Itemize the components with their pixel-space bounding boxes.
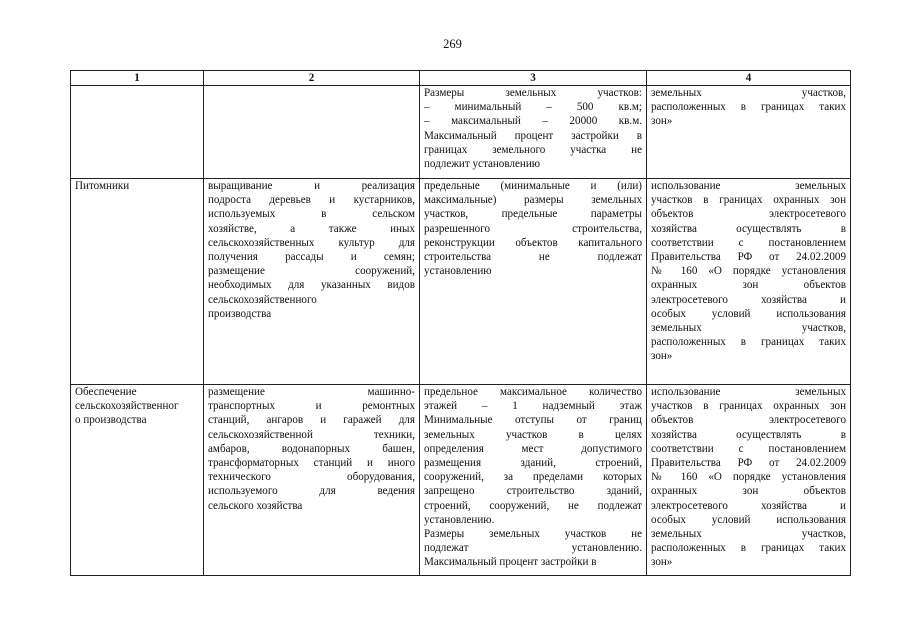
cell-text-line: Максимальный процент застройки в bbox=[424, 556, 597, 569]
cell-text-line: получения рассады и семян; bbox=[208, 251, 415, 264]
cell-text-line: охранных зон объектов bbox=[651, 485, 846, 498]
cell-text-line: охранных зон объектов bbox=[651, 279, 846, 292]
cell-text-line: Размеры земельных участков: bbox=[424, 87, 642, 99]
cell-text-line: разрешенного строительства, bbox=[424, 222, 642, 235]
cell-text-line: зон» bbox=[651, 115, 673, 128]
cell-text-line: размещение сооружений, bbox=[208, 265, 415, 278]
table-header-row bbox=[71, 71, 851, 86]
cell-text-line: транспортных и ремонтных bbox=[208, 400, 415, 413]
cell-description bbox=[204, 179, 420, 385]
cell-text-line: подлежит установлению bbox=[424, 158, 541, 171]
table-row bbox=[71, 385, 851, 576]
cell-text-line: Максимальный процент застройки в bbox=[424, 129, 642, 142]
cell-restrictions bbox=[647, 179, 851, 385]
cell-text-line: сельскохозяйственног bbox=[75, 400, 179, 413]
cell-restrictions bbox=[647, 86, 851, 179]
cell-text-line: № 160 «О порядке установления bbox=[651, 265, 846, 278]
cell-text-line: земельных участков, bbox=[651, 87, 846, 99]
column-header: 3 bbox=[420, 71, 647, 86]
cell-text-line: подлежат установлению. bbox=[424, 542, 642, 555]
cell-text-line: соответствии с постановлением bbox=[651, 442, 846, 455]
cell-text-line: Правительства РФ от 24.02.2009 bbox=[651, 457, 846, 470]
cell-text-line: объектов электросетевого bbox=[651, 208, 846, 221]
table-row bbox=[71, 86, 851, 179]
cell-text-line: подроста деревьев и кустарников, bbox=[208, 194, 415, 207]
cell-text-line: участков в границах охранных зон bbox=[651, 400, 846, 413]
cell-text-line: участков в границах охранных зон bbox=[651, 194, 846, 207]
cell-text-line: № 160 «О порядке установления bbox=[651, 471, 846, 484]
column-header: 1 bbox=[71, 71, 204, 86]
cell-text-line: сооружений, за пределами которых bbox=[424, 471, 642, 484]
cell-use-type bbox=[71, 385, 204, 576]
table-row bbox=[71, 179, 851, 385]
cell-text-line: строительства не подлежат bbox=[424, 251, 642, 264]
cell-text-line: электросетевого хозяйства и bbox=[651, 293, 846, 306]
cell-text-line: максимальные) размеры земельных bbox=[424, 194, 642, 207]
cell-text-line: сельского хозяйства bbox=[208, 499, 303, 512]
cell-text-line: соответствии с постановлением bbox=[651, 236, 846, 249]
cell-description bbox=[204, 86, 420, 179]
cell-text-line: земельных участков, bbox=[651, 322, 846, 335]
cell-text-line: расположенных в границах таких bbox=[651, 542, 846, 555]
cell-text-line: определения мест допустимого bbox=[424, 442, 642, 455]
cell-use-type bbox=[71, 179, 204, 385]
cell-text-line: технического оборудования, bbox=[208, 471, 415, 484]
cell-text-line: Обеспечение bbox=[75, 386, 137, 398]
cell-parameters bbox=[420, 385, 647, 576]
cell-text-line: сельскохозяйственных культур для bbox=[208, 236, 415, 249]
cell-text-line: Питомники bbox=[75, 180, 130, 192]
cell-text-line: необходимых для указанных видов bbox=[208, 279, 415, 292]
cell-parameters bbox=[420, 86, 647, 179]
cell-text-line: хозяйства осуществлять в bbox=[651, 222, 846, 235]
cell-restrictions bbox=[647, 385, 851, 576]
cell-text-line: установлению bbox=[424, 265, 492, 278]
cell-text-line: размещения зданий, строений, bbox=[424, 457, 642, 470]
cell-text-line: хозяйстве, а также иных bbox=[208, 222, 415, 235]
page-number: 269 bbox=[443, 37, 462, 51]
cell-text-line: – минимальный – 500 кв.м; bbox=[424, 101, 642, 114]
cell-text-line: использование земельных bbox=[651, 386, 846, 398]
cell-text-line: этажей – 1 надземный этаж bbox=[424, 400, 642, 413]
cell-text-line: земельных участков, bbox=[651, 528, 846, 541]
land-use-table bbox=[70, 70, 851, 576]
cell-text-line: станций, ангаров и гаражей для bbox=[208, 414, 415, 427]
cell-text-line: трансформаторных станций и иного bbox=[208, 457, 415, 470]
cell-text-line: реконструкции объектов капитального bbox=[424, 236, 642, 249]
cell-text-line: – максимальный – 20000 кв.м. bbox=[424, 115, 642, 128]
cell-text-line: расположенных в границах таких bbox=[651, 336, 846, 349]
cell-text-line: особых условий использования bbox=[651, 513, 846, 526]
cell-text-line: производства bbox=[208, 307, 272, 320]
cell-text-line: выращивание и реализация bbox=[208, 180, 415, 192]
cell-text-line: размещение машинно- bbox=[208, 386, 415, 398]
cell-text-line: Минимальные отступы от границ bbox=[424, 414, 642, 427]
cell-text-line: Размеры земельных участков не bbox=[424, 528, 642, 541]
cell-text-line: используемых в сельском bbox=[208, 208, 415, 221]
cell-use-type bbox=[71, 86, 204, 179]
cell-text-line: сельскохозяйственной техники, bbox=[208, 428, 415, 441]
cell-text-line: хозяйства осуществлять в bbox=[651, 428, 846, 441]
cell-text-line: земельных участков в целях bbox=[424, 428, 642, 441]
cell-text-line: зон» bbox=[651, 350, 673, 363]
cell-description bbox=[204, 385, 420, 576]
cell-text-line: участков, предельные параметры bbox=[424, 208, 642, 221]
cell-text-line: электросетевого хозяйства и bbox=[651, 499, 846, 512]
cell-text-line: запрещено строительство зданий, bbox=[424, 485, 642, 498]
column-header: 2 bbox=[204, 71, 420, 86]
cell-text-line: предельное максимальное количество bbox=[424, 386, 642, 398]
cell-text-line: объектов электросетевого bbox=[651, 414, 846, 427]
cell-text-line: предельные (минимальные и (или) bbox=[424, 180, 642, 192]
cell-text-line: границах земельного участка не bbox=[424, 143, 642, 156]
cell-text-line: расположенных в границах таких bbox=[651, 101, 846, 114]
cell-text-line: о производства bbox=[75, 414, 147, 427]
cell-text-line: зон» bbox=[651, 556, 673, 569]
cell-text-line: строений, сооружений, не подлежат bbox=[424, 499, 642, 512]
cell-text-line: используемого для ведения bbox=[208, 485, 415, 498]
cell-text-line: амбаров, водонапорных башен, bbox=[208, 442, 415, 455]
cell-parameters bbox=[420, 179, 647, 385]
cell-text-line: Правительства РФ от 24.02.2009 bbox=[651, 251, 846, 264]
cell-text-line: использование земельных bbox=[651, 180, 846, 192]
cell-text-line: установлению. bbox=[424, 513, 495, 526]
column-header: 4 bbox=[647, 71, 851, 86]
cell-text-line: сельскохозяйственного bbox=[208, 293, 317, 306]
cell-text-line: особых условий использования bbox=[651, 307, 846, 320]
